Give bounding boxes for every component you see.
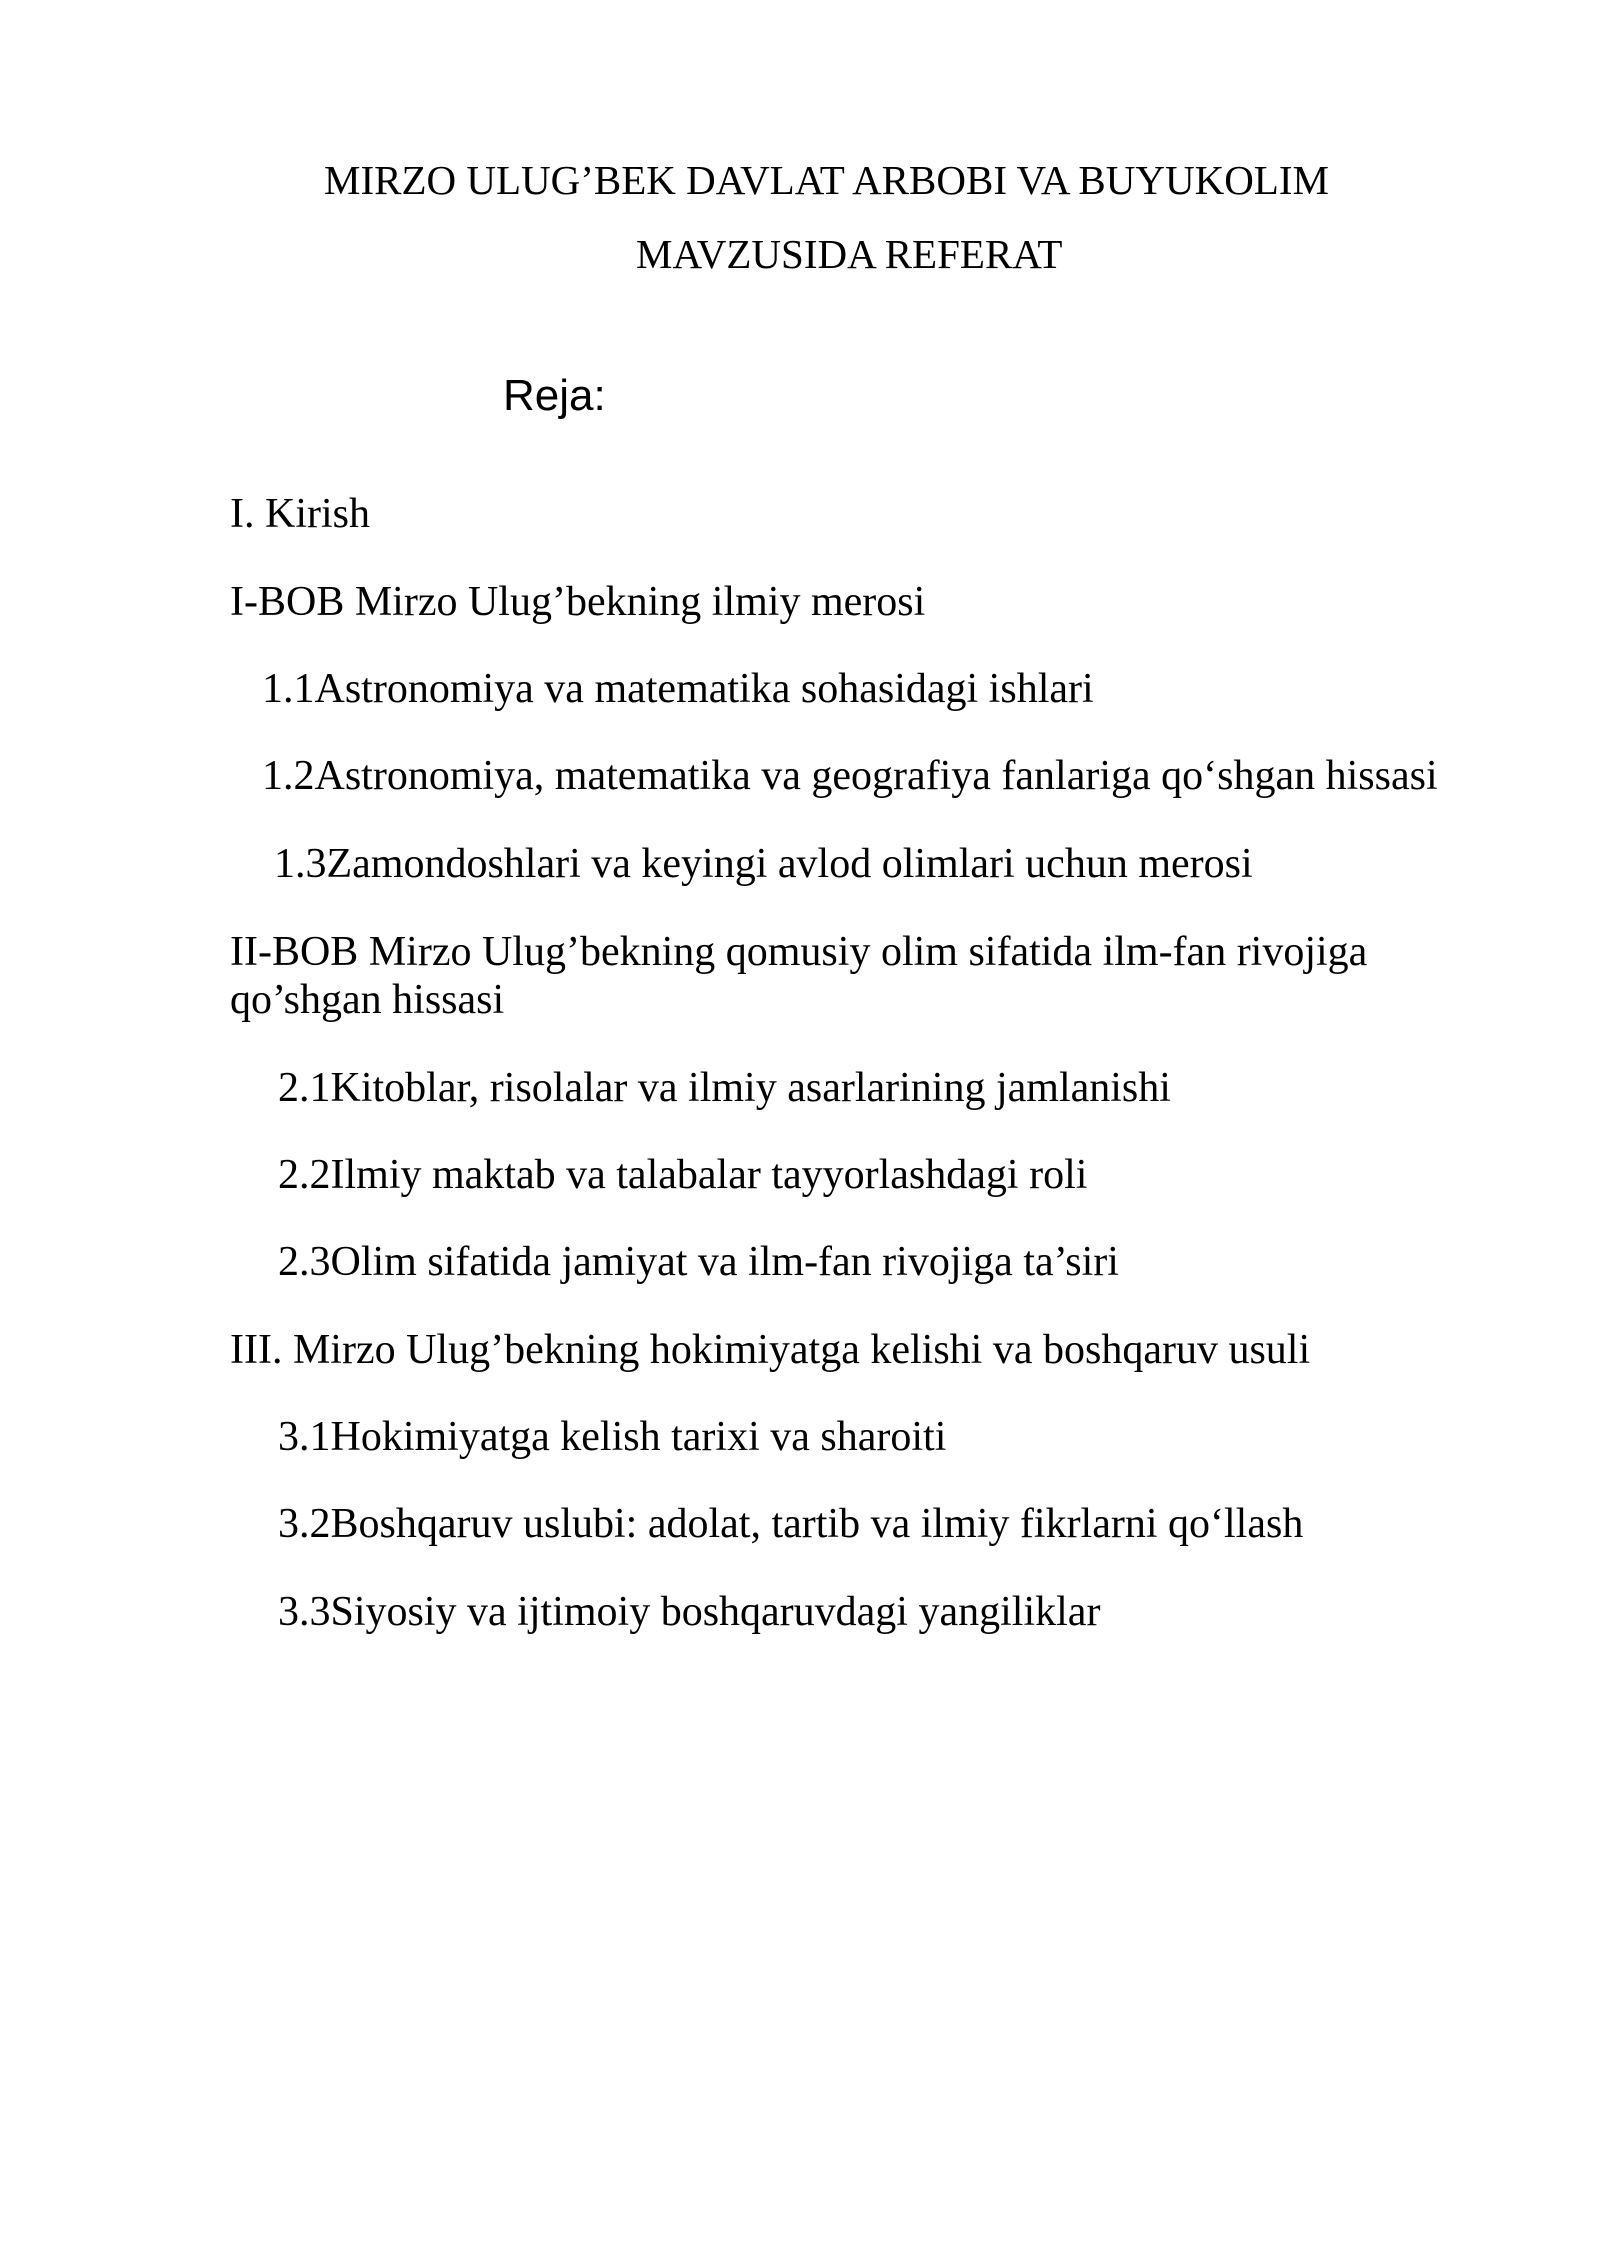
plan-item-3-1: 3.1Hokimiyatga kelish tarixi va sharoiti — [278, 1414, 947, 1460]
plan-item-2-2: 2.2Ilmiy maktab va talabalar tayyorlashdagi roli — [278, 1152, 1088, 1198]
plan-item-chapter-1: I-BOB Mirzo Ulug’bekning ilmiy merosi — [230, 579, 926, 625]
plan-item-1-1: 1.1Astronomiya va matematika sohasidagi ishlari — [262, 666, 1094, 712]
plan-item-chapter-2: II-BOB Mirzo Ulug’bekning qomusiy olim sifatida ilm-fan rivojiga qo’shgan hissasi — [230, 929, 1368, 1023]
document-title-line-1: MIRZO ULUG’BEK DAVLAT ARBOBI VA BUYUKOLIM — [324, 157, 1329, 203]
plan-item-1-2: 1.2Astronomiya, matematika va geografiya fanlariga qo‘shgan hissasi — [262, 753, 1438, 799]
plan-item-2-1: 2.1Kitoblar, risolalar va ilmiy asarlarining jamlanishi — [278, 1065, 1171, 1111]
plan-item-chapter-3: III. Mirzo Ulug’bekning hokimiyatga kelishi va boshqaruv usuli — [230, 1327, 1311, 1373]
plan-item-intro: I. Kirish — [230, 491, 370, 537]
plan-item-3-2: 3.2Boshqaruv uslubi: adolat, tartib va ilmiy fikrlarni qo‘llash — [278, 1501, 1304, 1547]
plan-item-3-3: 3.3Siyosiy va ijtimoiy boshqaruvdagi yangiliklar — [278, 1589, 1101, 1635]
document-title-line-2: MAVZUSIDA REFERAT — [636, 231, 1063, 277]
plan-heading: Reja: — [503, 371, 606, 420]
plan-item-1-3: 1.3Zamondoshlari va keyingi avlod olimlari uchun merosi — [274, 841, 1253, 887]
plan-item-2-3: 2.3Olim sifatida jamiyat va ilm-fan rivojiga ta’siri — [278, 1239, 1119, 1285]
